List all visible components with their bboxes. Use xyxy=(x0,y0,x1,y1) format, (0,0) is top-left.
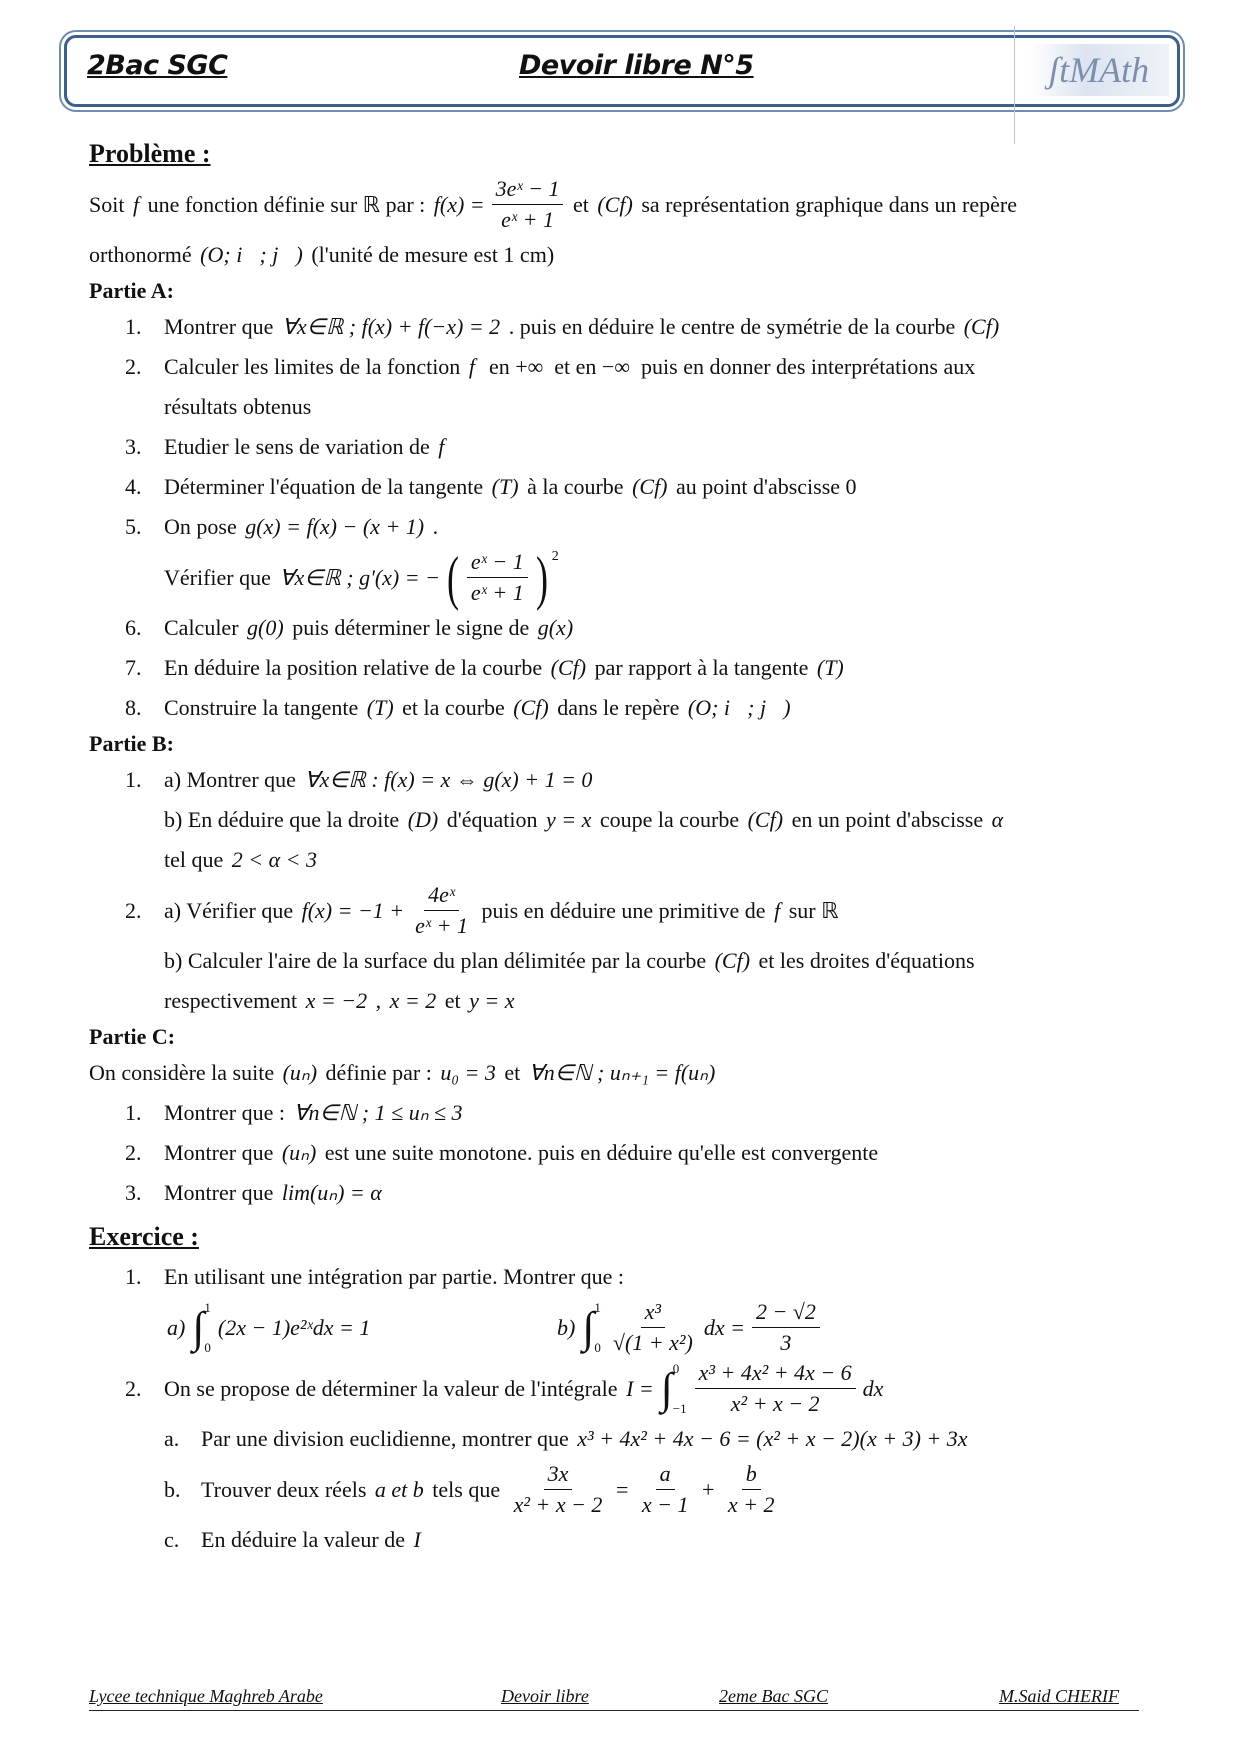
text-line xyxy=(89,347,1169,387)
math-expression: g(0) xyxy=(247,615,284,640)
upper-bound: 0 xyxy=(672,1360,680,1376)
math-expression: y = x xyxy=(545,807,592,832)
text: b) Calculer l'aire de la surface du plan délimitée par la courbe xyxy=(164,948,712,973)
fraction xyxy=(638,1459,693,1520)
text-line xyxy=(89,941,1169,981)
upper-bound: 1 xyxy=(204,1299,211,1315)
text: Déterminer l'équation de la tangente xyxy=(164,474,489,499)
text: et la courbe xyxy=(396,695,511,720)
text-line xyxy=(89,467,1169,507)
math-expression: dx xyxy=(862,1375,884,1401)
footer-type: Devoir libre xyxy=(501,1686,589,1706)
text: à la courbe xyxy=(521,474,630,499)
numerator: 3eˣ − 1 xyxy=(492,174,564,205)
denominator: √(1 + x²) xyxy=(612,1330,693,1355)
math-expression: α xyxy=(991,807,1004,832)
numerator: x³ + 4x² + 4x − 6 xyxy=(695,1358,856,1389)
math-expression: (D) xyxy=(407,807,439,832)
math-expression: f(x) = xyxy=(433,191,485,217)
text-line xyxy=(89,544,1169,611)
integral-sign: ∫ xyxy=(192,1303,205,1352)
text-line xyxy=(89,235,1169,275)
text-line xyxy=(89,427,1169,467)
text: . puis en déduire le centre de symétrie de la courbe xyxy=(503,314,961,339)
math-expression: (uₙ) xyxy=(282,1060,318,1085)
text: En utilisant une intégration par partie. Montrer que : xyxy=(164,1264,625,1289)
text: Montrer que xyxy=(164,1140,279,1165)
text: au point d'abscisse 0 xyxy=(670,474,857,499)
document-title: Devoir libre N°5 xyxy=(519,50,754,81)
item-number: 1. xyxy=(125,767,142,792)
right-paren: ) xyxy=(535,544,548,611)
text: Construire la tangente xyxy=(164,695,364,720)
fraction xyxy=(752,1297,820,1358)
math-expression: f xyxy=(132,191,140,217)
text-line xyxy=(89,800,1169,840)
logo: ʃtMAth xyxy=(1029,44,1169,96)
math-expression: (T) xyxy=(491,474,519,499)
text: b) En déduire que la droite xyxy=(164,807,405,832)
text: Soit xyxy=(89,191,130,217)
text: , xyxy=(370,988,387,1013)
item-number: 8. xyxy=(125,695,142,720)
item-number: 3. xyxy=(125,1180,142,1205)
text: sur ℝ xyxy=(783,897,839,923)
numerator: eˣ − 1 xyxy=(467,547,528,578)
math-expression: x = 2 xyxy=(389,988,437,1013)
math-expression: (2x − 1)e²ˣdx = 1 xyxy=(217,1314,371,1340)
logo-divider xyxy=(1014,26,1015,144)
math-expression: ∀x∈ℝ ; g'(x) = − xyxy=(279,564,440,590)
text-line xyxy=(89,1257,1169,1297)
math-expression: g(x) = f(x) − (x + 1) xyxy=(245,514,425,539)
header-frame xyxy=(64,35,1180,107)
text: respectivement xyxy=(164,988,303,1013)
math-expression: I = xyxy=(626,1375,654,1401)
math-expression: (O; i⃗; j⃗) xyxy=(200,242,303,267)
text: tel que xyxy=(164,847,229,872)
text-line xyxy=(89,840,1169,880)
math-expression: (T) xyxy=(816,655,844,680)
math-expression: dx = xyxy=(703,1314,745,1340)
text: en un point d'abscisse xyxy=(786,807,989,832)
text-line xyxy=(89,507,1169,547)
denominator: eˣ + 1 xyxy=(470,580,524,605)
item-number: 3. xyxy=(125,434,142,459)
item-number: 2. xyxy=(125,897,142,923)
item-number: 2. xyxy=(125,1140,142,1165)
text-line xyxy=(89,1358,1169,1419)
math-expression: f xyxy=(468,354,475,379)
item-number: 2. xyxy=(125,354,142,379)
formula-column xyxy=(164,1300,554,1356)
math-expression: (T) xyxy=(366,695,394,720)
part-heading xyxy=(89,1021,1169,1053)
math-expression: (Cf) xyxy=(963,314,1000,339)
numerator: b xyxy=(742,1459,761,1490)
numerator: 4eˣ xyxy=(424,880,459,911)
text: Etudier le sens de variation de xyxy=(164,434,436,459)
math-expression: ∀x∈ℝ : f(x) = x ⇔ g(x) + 1 = 0 xyxy=(304,767,593,792)
text-line xyxy=(89,1173,1169,1213)
lower-bound: −1 xyxy=(672,1400,687,1416)
integral-bounds xyxy=(673,1361,687,1417)
math-expression: f xyxy=(438,434,445,459)
math-expression: (Cf) xyxy=(632,474,668,499)
text: et xyxy=(439,988,467,1013)
text: Calculer xyxy=(164,615,245,640)
integral xyxy=(192,1300,211,1356)
item-number: 5. xyxy=(125,514,142,539)
fraction xyxy=(510,1459,607,1520)
fraction xyxy=(724,1459,779,1520)
integral-sign: ∫ xyxy=(660,1364,673,1413)
text-line xyxy=(89,1093,1169,1133)
text-line xyxy=(89,880,1169,941)
math-expression: a et b xyxy=(374,1476,424,1502)
math-expression: a) xyxy=(167,1314,186,1340)
math-expression: b) xyxy=(557,1314,576,1340)
text: Partie C: xyxy=(89,1024,176,1049)
denominator: eˣ + 1 xyxy=(415,913,468,938)
math-expression: (Cf) xyxy=(513,695,549,720)
math-expression: x³ + 4x² + 4x − 6 = (x² + x − 2)(x + 3) + 3x xyxy=(577,1426,968,1451)
text-line xyxy=(89,981,1169,1021)
item-number: 1. xyxy=(125,1100,142,1125)
item-number: 2. xyxy=(125,1375,142,1401)
item-number: 4. xyxy=(125,474,142,499)
text-line xyxy=(89,1459,1169,1520)
lower-bound: 0 xyxy=(204,1339,211,1355)
math-expression: lim(uₙ) = α xyxy=(281,1180,382,1205)
fraction xyxy=(492,174,564,235)
math-expression: (O; i⃗; j⃗) xyxy=(687,695,791,720)
text-line xyxy=(89,1133,1169,1173)
text-line xyxy=(89,1419,1169,1459)
denominator: x² + x − 2 xyxy=(730,1391,820,1416)
text: Montrer que : xyxy=(164,1100,291,1125)
denominator: x + 2 xyxy=(727,1492,775,1517)
text: résultats obtenus xyxy=(164,394,312,419)
part-heading xyxy=(89,275,1169,307)
text: et xyxy=(498,1060,526,1085)
footer xyxy=(89,1686,1139,1711)
text: . xyxy=(427,514,439,539)
item-number: 7. xyxy=(125,655,142,680)
denominator: eˣ + 1 xyxy=(501,207,554,232)
math-expression: ∀n∈ℕ ; uₙ₊₁ = f(uₙ) xyxy=(528,1060,716,1085)
text: a) Vérifier que xyxy=(164,897,299,923)
text: En déduire la valeur de xyxy=(201,1527,411,1552)
text: Vérifier que xyxy=(164,564,277,590)
numerator: a xyxy=(656,1459,675,1490)
fraction xyxy=(411,880,472,941)
left-paren: ( xyxy=(446,544,459,611)
text: et les droites d'équations xyxy=(753,948,975,973)
text: par rapport à la tangente xyxy=(589,655,814,680)
text: Montrer que xyxy=(164,1180,279,1205)
math-expression: ∀x∈ℝ ; f(x) + f(−x) = 2 xyxy=(281,314,501,339)
numerator: 2 − √2 xyxy=(752,1297,820,1328)
upper-bound: 1 xyxy=(594,1299,601,1315)
text: (l'unité de mesure est 1 cm) xyxy=(305,242,555,267)
math-expression: x = −2 xyxy=(305,988,368,1013)
text: + xyxy=(696,1476,720,1502)
math-expression: (Cf) xyxy=(550,655,587,680)
text-line xyxy=(89,307,1169,347)
text: coupe la courbe xyxy=(594,807,745,832)
text: On pose xyxy=(164,514,243,539)
fraction xyxy=(695,1358,856,1419)
math-expression: (uₙ) xyxy=(281,1140,317,1165)
text: a) Montrer que xyxy=(164,767,302,792)
text-line xyxy=(89,760,1169,800)
math-expression: y = x xyxy=(469,988,515,1013)
text: est une suite monotone. puis en déduire qu'elle est convergente xyxy=(319,1140,879,1165)
item-number: c. xyxy=(164,1527,180,1552)
math-expression: (Cf) xyxy=(714,948,751,973)
text-line xyxy=(89,387,1169,427)
text: en +∞ et en −∞ puis en donner des interprétations aux xyxy=(477,354,976,379)
math-expression: f xyxy=(774,897,781,923)
math-expression: ∀n∈ℕ ; 1 ≤ uₙ ≤ 3 xyxy=(293,1100,463,1125)
section-heading xyxy=(89,134,1169,174)
integral-bounds xyxy=(594,1300,601,1356)
text: sa représentation graphique dans un repère xyxy=(635,191,1018,217)
numerator: x³ xyxy=(641,1297,665,1328)
denominator: 3 xyxy=(780,1330,792,1355)
formula-column xyxy=(554,1297,944,1358)
fraction xyxy=(609,1297,697,1358)
math-expression: (Cf) xyxy=(747,807,784,832)
footer-school: Lycee technique Maghreb Arabe xyxy=(89,1686,323,1706)
text: tels que xyxy=(426,1476,506,1502)
item-number: 1. xyxy=(125,1264,142,1289)
text-line xyxy=(89,1520,1169,1560)
section-heading xyxy=(89,1217,1169,1257)
text: On se propose de déterminer la valeur de l'intégrale xyxy=(164,1375,624,1401)
numerator: 3x xyxy=(544,1459,573,1490)
document-body xyxy=(89,130,1169,1560)
text: Par une division euclidienne, montrer que xyxy=(201,1426,575,1451)
item-number: 6. xyxy=(125,615,142,640)
item-number: a. xyxy=(164,1426,180,1451)
text: En déduire la position relative de la courbe xyxy=(164,655,548,680)
integral-bounds xyxy=(204,1300,211,1356)
text: d'équation xyxy=(441,807,543,832)
integral xyxy=(582,1300,601,1356)
math-expression: g(x) xyxy=(537,615,574,640)
lower-bound: 0 xyxy=(594,1339,601,1355)
exponent: 2 xyxy=(551,549,559,564)
text: puis déterminer le signe de xyxy=(286,615,535,640)
text: On considère la suite xyxy=(89,1060,280,1085)
text: et xyxy=(567,191,595,217)
denominator: x − 1 xyxy=(641,1492,689,1517)
item-number: 1. xyxy=(125,314,142,339)
text-line xyxy=(89,608,1169,648)
text-line xyxy=(89,1053,1169,1093)
text: Partie B: xyxy=(89,731,174,756)
part-heading xyxy=(89,728,1169,760)
item-number: b. xyxy=(164,1476,181,1502)
text-line xyxy=(89,688,1169,728)
text: une fonction définie sur ℝ par : xyxy=(142,191,431,217)
class-label: 2Bac SGC xyxy=(87,50,228,81)
text: Problème : xyxy=(89,139,211,168)
text-line xyxy=(89,174,1169,235)
integral-sign: ∫ xyxy=(582,1303,595,1352)
text: Exercice : xyxy=(89,1222,199,1251)
text: puis en déduire une primitive de xyxy=(475,897,772,923)
footer-level: 2eme Bac SGC xyxy=(719,1686,828,1706)
text: Partie A: xyxy=(89,278,174,303)
text: Trouver deux réels xyxy=(201,1476,372,1502)
text: Montrer que xyxy=(164,314,279,339)
math-expression: 2 < α < 3 xyxy=(231,847,318,872)
math-expression: I xyxy=(413,1527,421,1552)
math-expression: u₀ = 3 xyxy=(440,1060,496,1085)
text: dans le repère xyxy=(551,695,685,720)
text: orthonormé xyxy=(89,242,198,267)
footer-author: M.Said CHERIF xyxy=(999,1686,1119,1706)
fraction xyxy=(467,547,528,608)
text: définie par : xyxy=(320,1060,438,1085)
text-line xyxy=(89,648,1169,688)
text: Calculer les limites de la fonction xyxy=(164,354,466,379)
denominator: x² + x − 2 xyxy=(513,1492,603,1517)
math-expression: f(x) = −1 + xyxy=(301,897,405,923)
integral xyxy=(661,1361,687,1417)
math-expression: (Cf) xyxy=(597,191,633,217)
text-line xyxy=(89,1297,1169,1358)
text: = xyxy=(610,1476,634,1502)
